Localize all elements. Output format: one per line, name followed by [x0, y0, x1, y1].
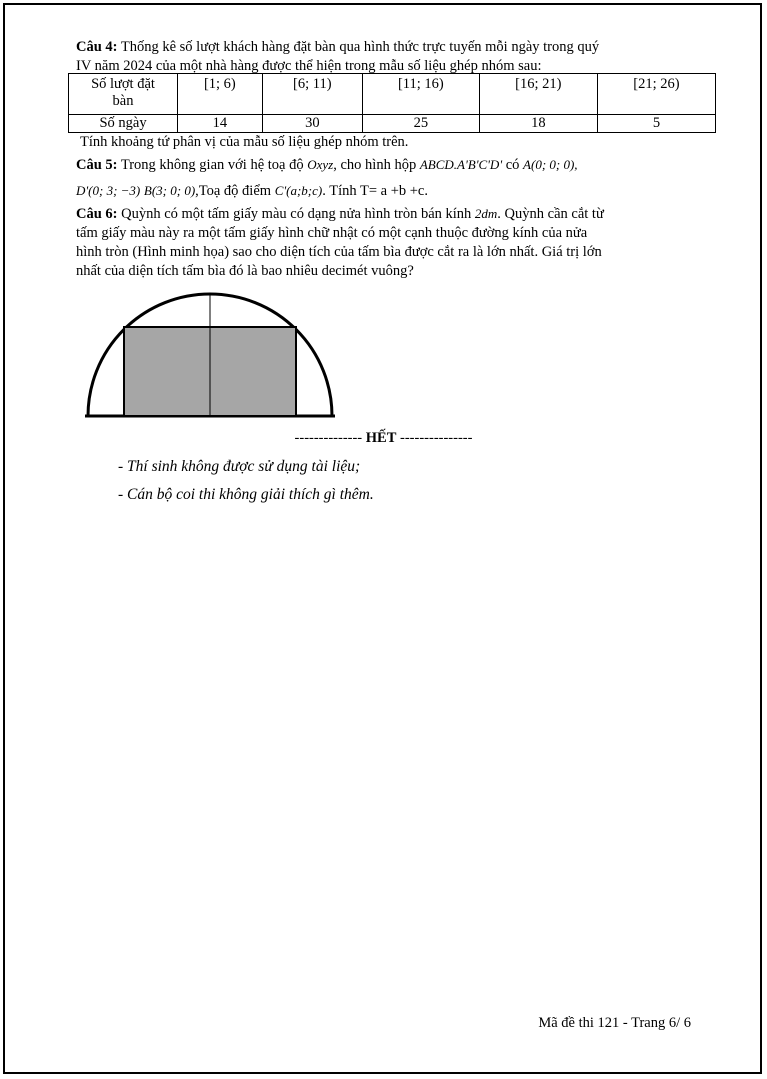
row1-head-a: Số lượt đặt [91, 76, 155, 92]
frequency-table [68, 73, 716, 133]
q5-oxyz: Oxyz [307, 157, 334, 172]
table-row-intervals [69, 74, 716, 115]
q5-point-a: A(0; 0; 0), [523, 157, 578, 172]
q5-point-c: C'(a;b;c) [274, 183, 323, 198]
exam-note-1: - Thí sinh không được sử dụng tài liệu; [118, 458, 361, 475]
q5-text-a: Trong không gian với hệ toạ độ [120, 157, 304, 173]
q5-point-b: B(3; 0; 0) [143, 183, 196, 198]
q4-line-1 [76, 38, 696, 57]
table-cell: [11; 16) [362, 74, 479, 115]
question-5 [76, 155, 696, 201]
q5-line-1 [76, 155, 696, 175]
table-cell: 25 [362, 115, 479, 133]
page-footer: Mã đề thi 121 - Trang 6/ 6 [538, 1015, 691, 1031]
q5-point-d: D'(0; 3; −3) [76, 183, 141, 198]
q5-box: ABCD.A'B'C'D' [419, 157, 503, 172]
q4-text-1: Thống kê số lượt khách hàng đặt bàn qua hình thức trực tuyến mỗi ngày trong quý [120, 39, 600, 55]
q5-text-d: ,Toạ độ điểm [195, 183, 272, 199]
q5-text-b: , cho hình hộp [333, 157, 417, 173]
end-title: HẾT [365, 430, 397, 446]
q5-label: Câu 5: [76, 157, 118, 173]
q6-line-3: hình tròn (Hình minh họa) sao cho diện tích của tấm bìa được cắt ra là lớn nhất. Giá trị lớn [76, 244, 602, 260]
table-header-cell: Số ngày [69, 115, 178, 133]
q6-line-4: nhất của diện tích tấm bìa đó là bao nhiêu decimét vuông? [76, 263, 414, 279]
table-cell: [6; 11) [262, 74, 362, 115]
question-4 [76, 38, 696, 76]
table-cell: 14 [178, 115, 263, 133]
q6-label: Câu 6: [76, 206, 118, 222]
semicircle-figure [84, 286, 336, 420]
q4-question: Tính khoảng tứ phân vị của mẫu số liệu ghép nhóm trên. [80, 134, 409, 150]
q4-line-2: IV năm 2024 của một nhà hàng được thể hiện trong mẫu số liệu ghép nhóm sau: [76, 58, 542, 74]
table-cell: [1; 6) [178, 74, 263, 115]
q5-text-e: . Tính T= a +b +c. [322, 183, 428, 199]
q6-text-1b: . Quỳnh cần cắt từ [497, 206, 604, 222]
q5-text-c: có [505, 157, 520, 173]
q6-line-2: tấm giấy màu này ra một tấm giấy hình chữ nhật có một cạnh thuộc đường kính của nửa [76, 225, 588, 241]
q5-line-2 [76, 181, 696, 201]
table-header-cell [69, 74, 178, 115]
end-dashes-left: -------------- [294, 430, 363, 446]
q6-text-1: Quỳnh có một tấm giấy màu có dạng nửa hình tròn bán kính [121, 206, 472, 222]
q4-label: Câu 4: [76, 39, 118, 55]
table-cell: [16; 21) [479, 74, 597, 115]
end-mark [0, 430, 767, 447]
question-6 [76, 204, 696, 281]
table-row-counts [69, 115, 716, 133]
table-cell: 18 [479, 115, 597, 133]
row1-head-b: bàn [112, 93, 134, 109]
end-dashes-right: --------------- [400, 430, 473, 446]
q6-radius: 2dm [474, 206, 498, 221]
q6-line-1 [76, 204, 696, 224]
table-cell: 5 [597, 115, 715, 133]
table-cell: [21; 26) [597, 74, 715, 115]
exam-note-2: - Cán bộ coi thi không giải thích gì thêm. [118, 486, 374, 503]
table-cell: 30 [262, 115, 362, 133]
